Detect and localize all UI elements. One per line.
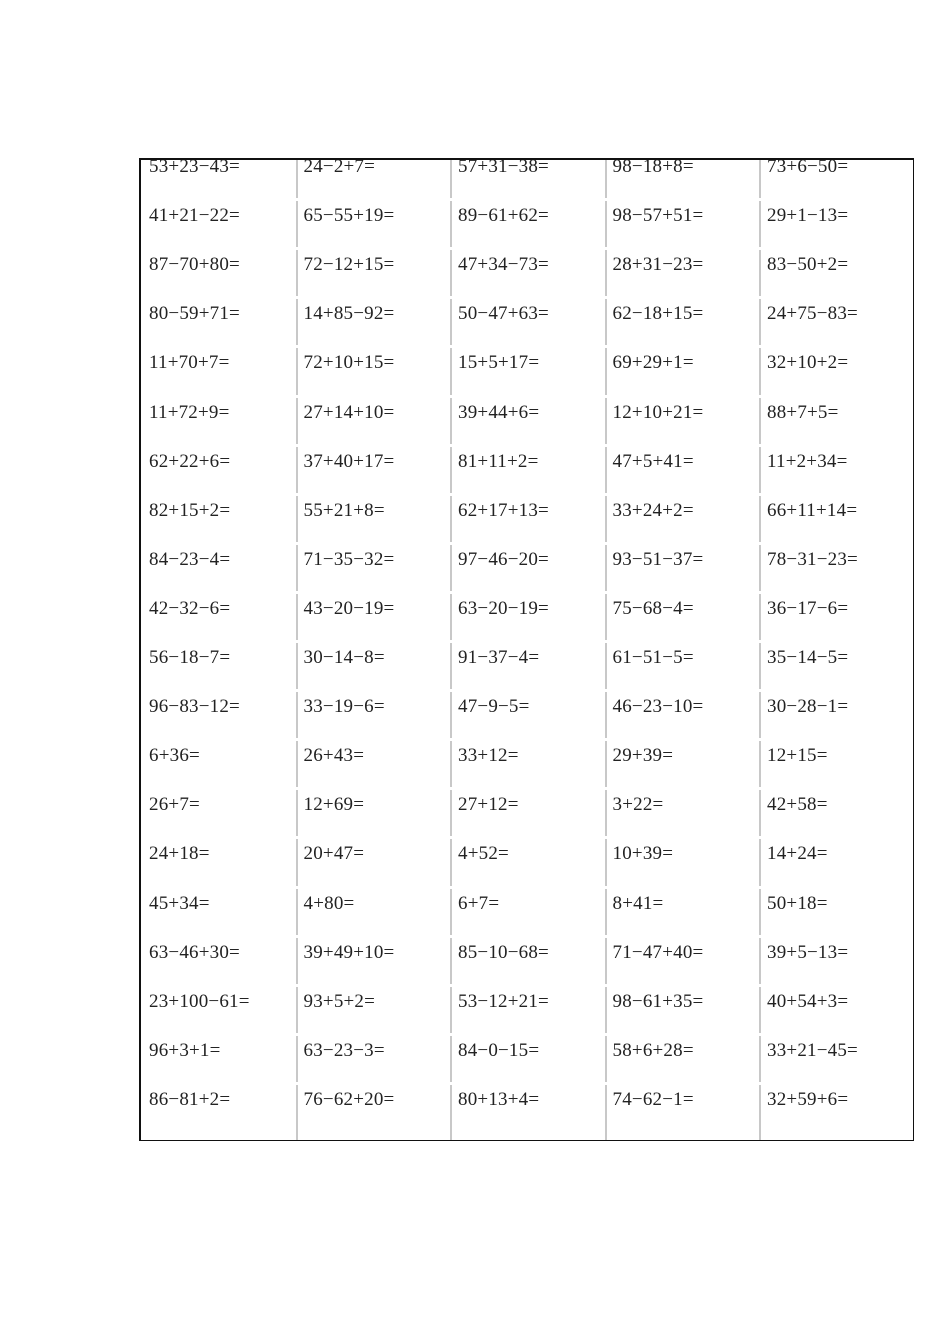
row-gap <box>450 738 453 741</box>
row-gap <box>759 1033 762 1036</box>
math-problem: 27+12= <box>458 794 519 816</box>
math-problem: 56−18−7= <box>149 647 231 668</box>
math-problem: 4+52= <box>458 843 509 865</box>
row-gap <box>759 984 762 987</box>
math-problem: 96−83−12= <box>149 696 240 718</box>
math-problem: 63−46+30= <box>149 941 240 963</box>
math-problem: 98−57+51= <box>612 205 704 227</box>
math-problem: 29+39= <box>612 745 674 767</box>
row-gap <box>450 640 453 643</box>
row-gap <box>450 345 453 348</box>
row-gap <box>296 345 299 348</box>
row-gap <box>296 395 299 398</box>
row-gap <box>759 444 762 447</box>
row-gap <box>296 738 299 741</box>
math-problem: 30−28−1= <box>767 696 849 718</box>
math-problem: 26+43= <box>303 745 365 767</box>
math-problem: 10+39= <box>612 843 674 865</box>
row-gap <box>605 1033 608 1036</box>
math-problem: 53+23−43= <box>149 158 240 177</box>
row-gap <box>141 591 144 594</box>
row-gap <box>605 886 608 889</box>
worksheet-column <box>450 160 605 1140</box>
row-gap <box>141 296 144 299</box>
row-gap <box>141 935 144 938</box>
math-problem: 73+6−50= <box>767 158 849 177</box>
math-problem: 32+10+2= <box>767 352 849 374</box>
math-problem: 85−10−68= <box>458 941 549 963</box>
row-gap <box>759 591 762 594</box>
math-problem: 8+41= <box>612 892 664 914</box>
worksheet-column <box>296 160 451 1140</box>
row-gap <box>605 493 608 496</box>
math-problem: 62−18+15= <box>612 303 704 325</box>
row-gap <box>450 787 453 790</box>
math-problem: 23+100−61= <box>149 990 250 1012</box>
math-problem: 91−37−4= <box>458 647 540 668</box>
math-problem: 62+22+6= <box>149 450 231 472</box>
row-gap <box>759 395 762 398</box>
row-gap <box>605 984 608 987</box>
math-problem: 39+49+10= <box>303 941 395 963</box>
math-problem: 80−59+71= <box>149 303 240 325</box>
row-gap <box>759 787 762 790</box>
row-gap <box>605 198 608 201</box>
row-gap <box>605 395 608 398</box>
math-problem: 11+70+7= <box>149 352 230 374</box>
math-problem: 82+15+2= <box>149 499 231 521</box>
math-problem: 98−18+8= <box>612 158 694 177</box>
row-gap <box>296 296 299 299</box>
row-gap <box>605 345 608 348</box>
row-gap <box>759 198 762 201</box>
math-problem: 57+31−38= <box>458 158 549 177</box>
math-problem: 15+5+17= <box>458 352 540 374</box>
arithmetic-worksheet-table <box>139 158 914 1141</box>
math-problem: 83−50+2= <box>767 254 849 276</box>
math-problem: 98−61+35= <box>612 990 704 1012</box>
row-gap <box>450 395 453 398</box>
row-gap <box>450 444 453 447</box>
row-gap <box>450 247 453 250</box>
column-divider <box>759 160 761 1140</box>
math-problem: 42−32−6= <box>149 597 231 619</box>
row-gap <box>450 1033 453 1036</box>
math-problem: 97−46−20= <box>458 548 549 570</box>
math-problem: 43−20−19= <box>303 597 395 619</box>
row-gap <box>450 493 453 496</box>
worksheet-column <box>759 160 914 1140</box>
math-problem: 63−23−3= <box>303 1039 385 1061</box>
row-gap <box>450 984 453 987</box>
math-problem: 33−19−6= <box>303 696 385 718</box>
row-gap <box>141 640 144 643</box>
row-gap <box>605 935 608 938</box>
row-gap <box>759 935 762 938</box>
math-problem: 76−62+20= <box>303 1088 395 1110</box>
math-problem: 47−9−5= <box>458 696 530 718</box>
row-gap <box>450 296 453 299</box>
math-problem: 96+3+1= <box>149 1039 221 1061</box>
row-gap <box>450 542 453 545</box>
row-gap <box>296 1033 299 1036</box>
row-gap <box>296 542 299 545</box>
math-problem: 62+17+13= <box>458 499 549 521</box>
row-gap <box>141 984 144 987</box>
row-gap <box>296 689 299 692</box>
math-problem: 47+5+41= <box>612 450 694 472</box>
row-gap <box>759 1082 762 1085</box>
row-gap <box>296 591 299 594</box>
row-gap <box>296 787 299 790</box>
math-problem: 66+11+14= <box>767 499 858 521</box>
row-gap <box>605 591 608 594</box>
row-gap <box>450 198 453 201</box>
math-problem: 27+14+10= <box>303 401 395 423</box>
row-gap <box>296 836 299 839</box>
row-gap <box>141 493 144 496</box>
worksheet-column <box>141 160 296 1140</box>
math-problem: 45+34= <box>149 892 210 914</box>
row-gap <box>450 836 453 839</box>
math-problem: 78−31−23= <box>767 548 858 570</box>
row-gap <box>296 198 299 201</box>
math-problem: 6+36= <box>149 745 200 767</box>
row-gap <box>141 444 144 447</box>
math-problem: 14+24= <box>767 843 828 865</box>
row-gap <box>141 198 144 201</box>
row-gap <box>450 935 453 938</box>
row-gap <box>759 345 762 348</box>
row-gap <box>605 836 608 839</box>
math-problem: 33+12= <box>458 745 519 767</box>
math-problem: 11+72+9= <box>149 401 230 423</box>
row-gap <box>296 984 299 987</box>
math-problem: 40+54+3= <box>767 990 849 1012</box>
column-divider <box>605 160 607 1140</box>
row-gap <box>141 836 144 839</box>
row-gap <box>141 1033 144 1036</box>
row-gap <box>759 296 762 299</box>
math-problem: 26+7= <box>149 794 200 816</box>
math-problem: 39+5−13= <box>767 941 849 963</box>
math-problem: 33+21−45= <box>767 1039 858 1061</box>
math-problem: 65−55+19= <box>303 205 395 227</box>
row-gap <box>141 689 144 692</box>
math-problem: 84−0−15= <box>458 1039 540 1061</box>
math-problem: 39+44+6= <box>458 401 540 423</box>
math-problem: 47+34−73= <box>458 254 549 276</box>
row-gap <box>605 689 608 692</box>
math-problem: 12+15= <box>767 745 828 767</box>
math-problem: 84−23−4= <box>149 548 231 570</box>
row-gap <box>450 689 453 692</box>
math-problem: 12+69= <box>303 794 365 816</box>
math-problem: 35−14−5= <box>767 647 849 668</box>
math-problem: 14+85−92= <box>303 303 395 325</box>
row-gap <box>759 738 762 741</box>
math-problem: 61−51−5= <box>612 647 694 668</box>
row-gap <box>141 345 144 348</box>
math-problem: 33+24+2= <box>612 499 694 521</box>
row-gap <box>450 1082 453 1085</box>
row-gap <box>141 1082 144 1085</box>
row-gap <box>141 542 144 545</box>
math-problem: 41+21−22= <box>149 205 240 227</box>
math-problem: 58+6+28= <box>612 1039 694 1061</box>
row-gap <box>450 886 453 889</box>
row-gap <box>296 935 299 938</box>
column-divider <box>296 160 298 1140</box>
row-gap <box>759 542 762 545</box>
row-gap <box>141 247 144 250</box>
row-gap <box>759 689 762 692</box>
math-problem: 6+7= <box>458 892 500 914</box>
row-gap <box>759 836 762 839</box>
row-gap <box>605 640 608 643</box>
math-problem: 86−81+2= <box>149 1088 231 1110</box>
math-problem: 11+2+34= <box>767 450 848 472</box>
math-problem: 72+10+15= <box>303 352 395 374</box>
row-gap <box>605 542 608 545</box>
row-gap <box>296 640 299 643</box>
math-problem: 93−51−37= <box>612 548 704 570</box>
math-problem: 80+13+4= <box>458 1088 540 1110</box>
row-gap <box>605 247 608 250</box>
math-problem: 36−17−6= <box>767 597 849 619</box>
math-problem: 20+47= <box>303 843 365 865</box>
math-problem: 75−68−4= <box>612 597 694 619</box>
math-problem: 88+7+5= <box>767 401 839 423</box>
row-gap <box>296 247 299 250</box>
math-problem: 37+40+17= <box>303 450 395 472</box>
row-gap <box>141 886 144 889</box>
math-problem: 71−35−32= <box>303 548 395 570</box>
math-problem: 87−70+80= <box>149 254 240 276</box>
math-problem: 24+75−83= <box>767 303 858 325</box>
math-problem: 42+58= <box>767 794 828 816</box>
column-divider <box>450 160 452 1140</box>
math-problem: 50−47+63= <box>458 303 549 325</box>
math-problem: 89−61+62= <box>458 205 549 227</box>
row-gap <box>450 591 453 594</box>
math-problem: 69+29+1= <box>612 352 694 374</box>
row-gap <box>296 444 299 447</box>
row-gap <box>759 886 762 889</box>
row-gap <box>759 640 762 643</box>
math-problem: 71−47+40= <box>612 941 704 963</box>
math-problem: 28+31−23= <box>612 254 704 276</box>
row-gap <box>296 493 299 496</box>
math-problem: 30−14−8= <box>303 647 385 668</box>
math-problem: 29+1−13= <box>767 205 849 227</box>
row-gap <box>141 395 144 398</box>
math-problem: 55+21+8= <box>303 499 385 521</box>
math-problem: 24+18= <box>149 843 210 865</box>
math-problem: 4+80= <box>303 892 355 914</box>
math-problem: 3+22= <box>612 794 664 816</box>
math-problem: 74−62−1= <box>612 1088 694 1110</box>
row-gap <box>605 787 608 790</box>
math-problem: 53−12+21= <box>458 990 549 1012</box>
math-problem: 63−20−19= <box>458 597 549 619</box>
row-gap <box>605 738 608 741</box>
math-problem: 72−12+15= <box>303 254 395 276</box>
row-gap <box>605 444 608 447</box>
math-problem: 81+11+2= <box>458 450 539 472</box>
math-problem: 12+10+21= <box>612 401 704 423</box>
worksheet-column <box>605 160 760 1140</box>
row-gap <box>759 493 762 496</box>
math-problem: 24−2+7= <box>303 158 376 177</box>
row-gap <box>141 738 144 741</box>
math-problem: 46−23−10= <box>612 696 704 718</box>
row-gap <box>605 1082 608 1085</box>
row-gap <box>296 1082 299 1085</box>
row-gap <box>759 247 762 250</box>
math-problem: 50+18= <box>767 892 828 914</box>
row-gap <box>141 787 144 790</box>
math-problem: 32+59+6= <box>767 1088 849 1110</box>
row-gap <box>605 296 608 299</box>
row-gap <box>296 886 299 889</box>
math-problem: 93+5+2= <box>303 990 376 1012</box>
